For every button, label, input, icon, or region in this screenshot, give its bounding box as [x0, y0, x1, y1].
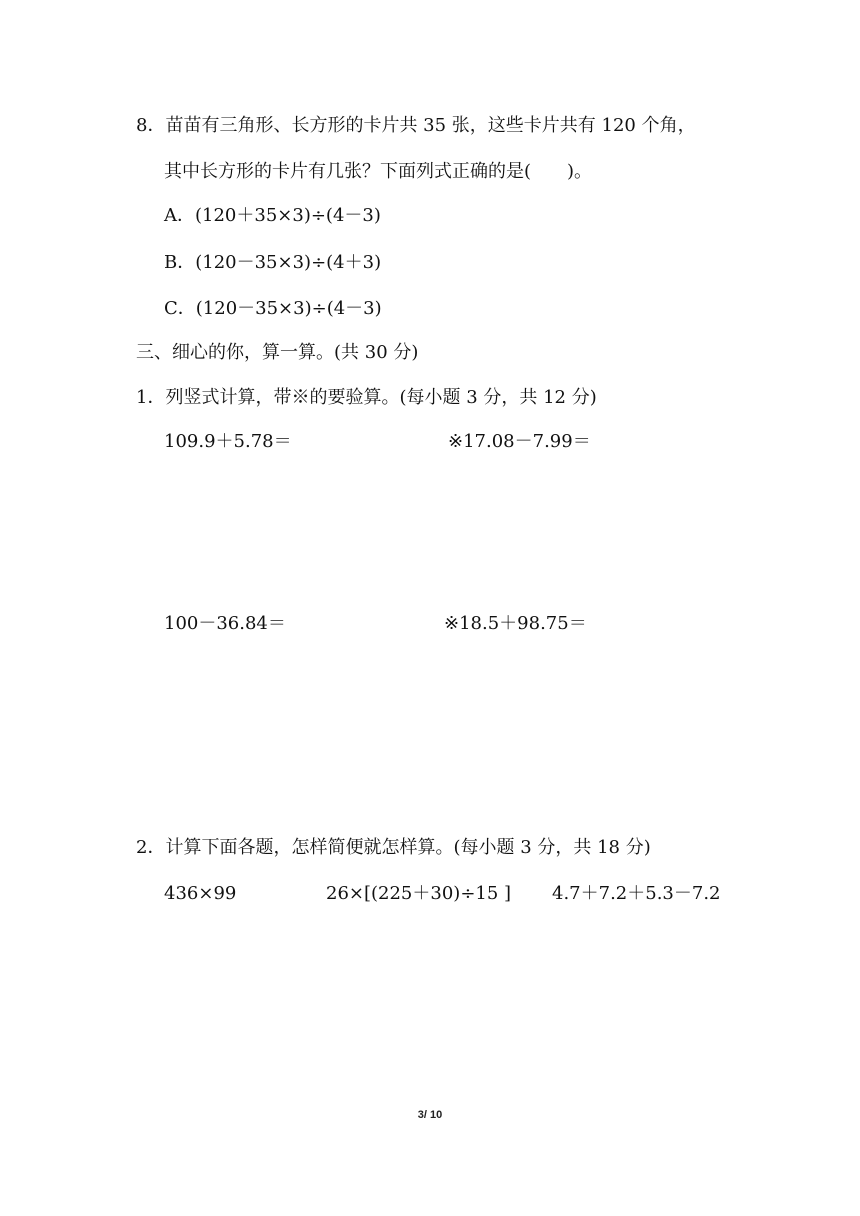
- simplify-item-3: 4.7＋7.2＋5.3－7.2: [552, 883, 721, 904]
- option-b: B．(120－35×3)÷(4＋3): [164, 252, 382, 273]
- section-3-heading: 三、细心的你，算一算。(共 30 分): [136, 342, 419, 363]
- calc-item-3: 100－36.84＝: [164, 613, 286, 634]
- calc-item-2: ※17.08－7.99＝: [448, 431, 591, 452]
- calc-item-4: ※18.5＋98.75＝: [444, 613, 587, 634]
- part-1-title: 1．列竖式计算，带※的要验算。(每小题 3 分，共 12 分): [136, 387, 597, 408]
- part-2-title: 2．计算下面各题，怎样简便就怎样算。(每小题 3 分，共 18 分): [136, 837, 651, 858]
- question-8-line-1: 8．苗苗有三角形、长方形的卡片共 35 张，这些卡片共有 120 个角，: [136, 115, 696, 136]
- simplify-item-1: 436×99: [164, 883, 237, 904]
- calc-item-1: 109.9＋5.78＝: [164, 431, 292, 452]
- option-c: C．(120－35×3)÷(4－3): [164, 298, 382, 319]
- question-8-line-2: 其中长方形的卡片有几张？下面列式正确的是( )。: [164, 161, 593, 182]
- option-a: A．(120＋35×3)÷(4－3): [164, 205, 381, 226]
- simplify-item-2: 26×[(225＋30)÷15 ]: [326, 883, 512, 904]
- page-number: 3/ 10: [417, 1109, 443, 1121]
